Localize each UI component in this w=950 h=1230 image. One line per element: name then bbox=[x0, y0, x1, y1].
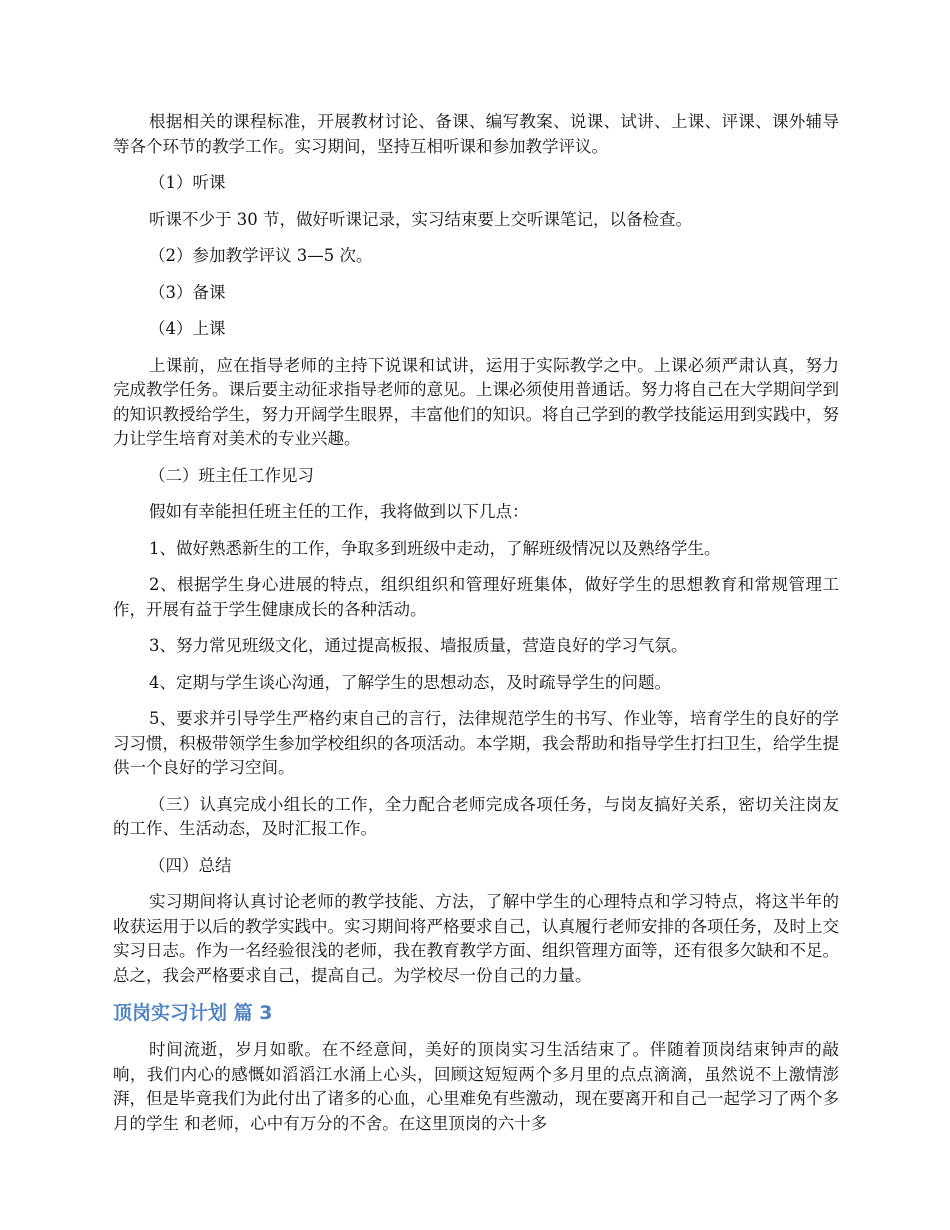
paragraph: （1）听课 bbox=[149, 173, 226, 192]
section-heading: 顶岗实习计划 篇 3 bbox=[113, 1002, 273, 1024]
paragraph-list-before bbox=[113, 110, 839, 988]
document-body bbox=[113, 110, 839, 1148]
paragraph: 1、做好熟悉新生的工作，争取多到班级中走动，了解班级情况以及熟络学生。 bbox=[149, 538, 721, 558]
paragraph: （三）认真完成小组长的工作，全力配合老师完成各项任务，与岗友搞好关系，密切关注岗友的工作、生活动态，及时汇报工作。 bbox=[113, 794, 839, 838]
paragraph: 时间流逝，岁月如歌。在不经意间，美好的顶岗实习生活结束了。伴随着顶岗结束钟声的敲响，我们内心的感慨如滔滔江水涌上心头，回顾这短短两个多月里的点点滴滴，虽然说不上激情澎湃，但是毕竟我们为此付出了诸多的心血，心里难免有些激动，现在要离开和自己一起学习了两个多月的学生 和老师，心中有万分的不舍。在这里顶岗的六十多 bbox=[113, 1040, 839, 1133]
paragraph: （3）备课 bbox=[149, 282, 226, 302]
paragraph: 5、要求并引导学生严格约束自己的言行，法律规范学生的书写、作业等，培育学生的良好的学习习惯，积极带领学生参加学校组织的各项活动。本学期，我会帮助和指导学生打扫卫生，给学生提供一个良好的学习空间。 bbox=[113, 709, 839, 777]
paragraph: 听课不少于 30 节，做好听课记录，实习结束要上交听课笔记，以备检查。 bbox=[149, 209, 692, 229]
paragraph: （二）班主任工作见习 bbox=[149, 465, 314, 485]
paragraph: 2、根据学生身心进展的特点，组织组织和管理好班集体，做好学生的思想教育和常规管理工作，开展有益于学生健康成长的各种活动。 bbox=[113, 575, 839, 619]
paragraph: 假如有幸能担任班主任的工作，我将做到以下几点： bbox=[149, 502, 529, 521]
paragraph: 3、努力常见班级文化，通过提高板报、墙报质量，营造良好的学习气氛。 bbox=[149, 636, 688, 655]
paragraph: 根据相关的课程标准，开展教材讨论、备课、编写教案、说课、试讲、上课、评课、课外辅导等各个环节的教学工作。实习期间，坚持互相听课和参加教学评议。 bbox=[113, 112, 839, 156]
paragraph: （四）总结 bbox=[149, 855, 232, 875]
paragraph: 实习期间将认真讨论老师的教学技能、方法，了解中学生的心理特点和学习特点，将这半年的收获运用于以后的教学实践中。实习期间将严格要求自己，认真履行老师安排的各项任务，及时上交实习日志。作为一名经验很浅的老师，我在教育教学方面、组织管理方面等，还有很多欠缺和不足。总之，我会严格要求自己，提高自己。为学校尽一份自己的力量。 bbox=[113, 892, 839, 985]
paragraph: 上课前，应在指导老师的主持下说课和试讲，运用于实际教学之中。上课必须严肃认真，努力完成教学任务。课后要主动征求指导老师的意见。上课必须使用普通话。努力将自己在大学期间学到的知识教授给学生，努力开阔学生眼界，丰富他们的知识。将自己学到的教学技能运用到实践中，努力让学生培育对美术的专业兴趣。 bbox=[113, 355, 839, 448]
paragraph: 4、定期与学生谈心沟通，了解学生的思想动态，及时疏导学生的问题。 bbox=[149, 672, 671, 692]
paragraph: （2）参加教学评议 3—5 次。 bbox=[149, 246, 373, 265]
paragraph: （4）上课 bbox=[149, 319, 226, 338]
paragraph-list-after bbox=[113, 1038, 839, 1136]
